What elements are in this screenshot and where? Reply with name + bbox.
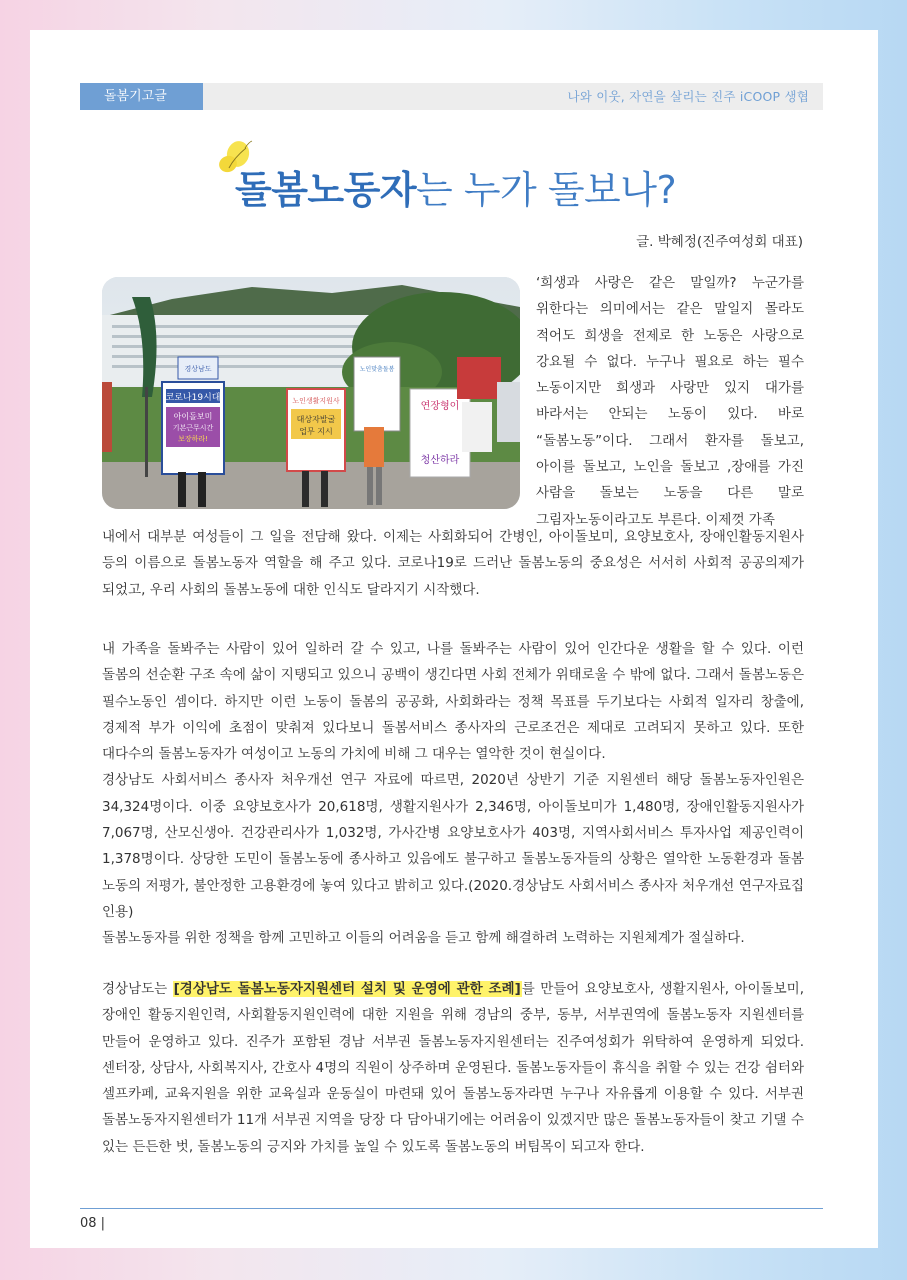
sign-text: 노인생활지원사 — [292, 397, 340, 405]
sign-text: 연장형이 — [420, 401, 460, 412]
sign-text: 업무 지시 — [299, 427, 333, 436]
article-title — [235, 165, 676, 215]
footer-divider — [80, 1208, 823, 1209]
intro-paragraph: ‘희생과 사랑은 같은 말일까? 누군가를 위한다는 의미에서는 같은 말일지 몰라도 적어도 희생을 전제로 한 노동은 사랑으로 강요될 수 없다. 누구나 필요로 하는 필수 노동이지만 희생과 사랑만 있지 대가를 바라서는 안되는 노동이 있다. 바로 “돌봄노동”이다. 그래서 환자를 돌보고, 아이를 돌보고, 노인을 돌보고 ,장애를 가진 사람을 돌보는 노동을 다른 말로 그림자노동이라고도 부른다. 이제껏 가족 — [536, 275, 804, 528]
sign-text: 노인맞춤돌봄 — [359, 366, 395, 373]
sign-text: 아이돌보미 — [173, 412, 213, 421]
header-bar — [80, 83, 823, 110]
byline: 글. 박혜정(진주여성회 대표) — [636, 234, 803, 250]
paragraph-2b: 경상남도 사회서비스 종사자 처우개선 연구 자료에 따르면, 2020년 상반기 기준 지원센터 해당 돌봄노동자인원은 34,324명이다. 이중 요양보호사가 20,618명, 생활지원사가 2,346명, 아이돌보미가 1,480명, 장애인활동지원사가 7,067명, 산모신생아. 건강관리사가 1,032명, 가사간병 요양보호사가 403명, 지역사회서비스 투자사업 제공인력이 1,378명이다. 상당한 도민이 돌봄노동에 종사하고 있음에도 불구하고 돌봄노동자들의 상황은 열악한 노동환경과 돌봄 노동의 저평가, 불안정한 고용환경에 놓여 있다고 밝히고 있다.(2020.경상남도 사회서비스 종사자 처우개선 연구자료집 인용) — [102, 772, 804, 920]
paragraph-1-continued: 내에서 대부분 여성들이 그 일을 전담해 왔다. 이제는 사회화되어 간병인, 아이돌보미, 요양보호사, 장애인활동지원사 등의 이름으로 돌봄노동자 역할을 해 주고 있다. 코로나19로 드러난 돌봄노동의 중요성은 서서히 사회적 공공의제가 되었고, 우리 사회의 돌봄노동에 대한 인식도 달라지기 시작했다. — [102, 529, 804, 598]
sign-text: 보장하라! — [178, 435, 208, 443]
paragraph-2c: 돌봄노동자를 위한 정책을 함께 고민하고 이들의 어려움을 듣고 함께 해결하려 노력하는 지원체계가 절실하다. — [102, 930, 745, 947]
sign-text: 청산하라 — [420, 455, 460, 466]
sign-text: 기본근무시간 — [172, 424, 214, 432]
page — [30, 30, 878, 1248]
paragraph-3-lead: 경상남도는 — [102, 981, 173, 997]
paragraph-3 — [102, 976, 804, 1160]
paragraph-3-rest: 를 만들어 요양보호사, 생활지원사, 아이돌보미, 장애인 활동지원인력, 사회활동지원인력에 대한 지원을 위해 경남의 중부, 동부, 서부권역에 돌봄노동자 지원센터를 만들어 운영하고 있다. 진주가 포함된 경남 서부권 돌봄노동자지원센터는 진주여성회가 위탁하여 운영하게 되었다. 센터장, 상담사, 사회복지사, 간호사 4명의 직원이 상주하며 운영된다. 돌봄노동자들이 휴식을 취할 수 있는 건강 쉼터와 셀프카페, 교육지원을 위한 교육실과 운동실이 마련돼 있어 돌봄노동자라면 누구나 자유롭게 이용할 수 있다. 서부권 돌봄노동자지원센터가 11개 서부권 지역을 당장 다 담아내기에는 어려움이 있겠지만 많은 돌봄노동자들이 찾고 기댈 수 있는 든든한 벗, 돌봄노동의 긍지와 가치를 높일 수 있도록 돌봄노동의 버팀목이 되고자 한다. — [102, 981, 804, 1155]
paragraph-2a: 내 가족을 돌봐주는 사람이 있어 일하러 갈 수 있고, 나를 돌봐주는 사람이 있어 인간다운 생활을 할 수 있다. 이런 돌봄의 선순환 구조 속에 삶이 지탱되고 있으니 공백이 생긴다면 사회 전체가 위태로울 수 밖에 없다. 그래서 돌봄노동은 필수노동인 셈이다. 하지만 이런 노동이 돌봄의 공공화, 사회화라는 정책 목표를 두기보다는 사회적 일자리 창출에, 경제적 부가 이익에 초점이 맞춰져 있다보니 돌봄서비스 종사자의 근로조건은 제대로 고려되지 못하고 있다. 또한 대다수의 돌봄노동자가 여성이고 노동의 가치에 비해 그 대우는 열악한 것이 현실이다. — [102, 641, 804, 763]
protest-photo — [102, 277, 520, 509]
sign-text: 코로나19시대 — [165, 393, 221, 403]
title-strong: 돌봄노동자 — [235, 168, 417, 212]
title-rest: 는 누가 돌보나? — [416, 168, 677, 212]
page-number: 08 | — [80, 1216, 106, 1231]
section-tab: 돌봄기고글 — [80, 83, 203, 110]
paragraph-2 — [102, 636, 804, 952]
ordinance-highlight: [경상남도 돌봄노동자지원센터 설치 및 운영에 관한 조례] — [173, 981, 521, 997]
sign-text: 대상자발굴 — [296, 415, 336, 424]
protest-photo-illustration — [102, 277, 520, 509]
sign-text: 경상남도 — [184, 365, 212, 373]
header-tagline: 나와 이웃, 자연을 살리는 진주 iCOOP 생협 — [567, 89, 809, 104]
